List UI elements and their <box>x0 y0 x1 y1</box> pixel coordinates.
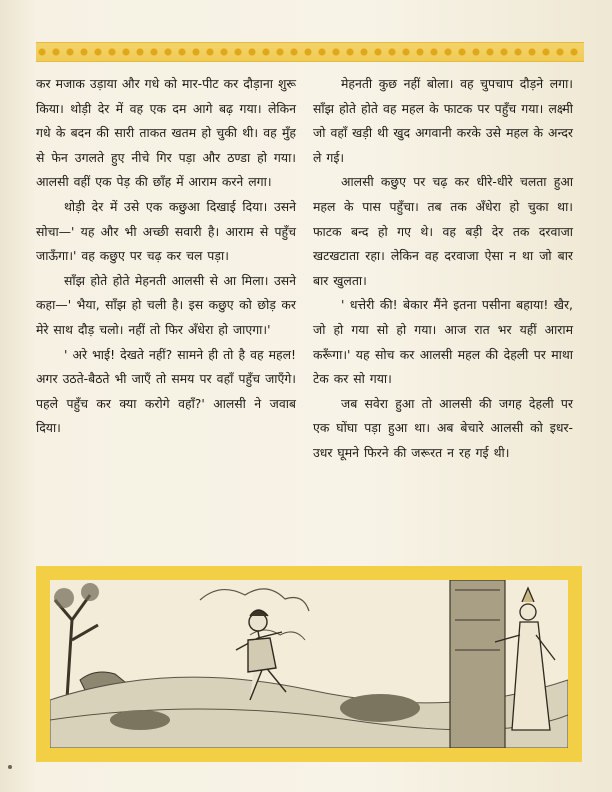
staple-mark <box>8 765 12 769</box>
paragraph: आलसी कछुए पर चढ़ कर धीरे-धीरे चलता हुआ महल के पास पहुँचा। तब तक अँधेरा हो चुका था। फाटक बन्द हो गए थे। वह बड़ी देर तक दरवाजा खटखटाता रहा। लेकिन वह दरवाजा ऐसा न था जो बार बार खुलता। <box>313 174 573 288</box>
right-text-column <box>313 72 573 466</box>
story-illustration <box>36 566 582 762</box>
left-text-column <box>36 72 296 441</box>
paragraph: कर मजाक उड़ाया और गधे को मार-पीट कर दौड़ाना शुरू किया। थोड़ी देर में वह एक दम आगे बढ़ गया। लेकिन गधे के बदन की सारी ताकत खतम हो चुकी थी। वह मुँह से फेन उगलते हुए नीचे गिर पड़ा और ठण्डा हो गया। आलसी वहीं एक पेड़ की छाँह में आराम करने लगा। <box>36 76 296 190</box>
bush-icon <box>340 694 420 722</box>
paragraph: साँझ होते होते मेहनती आलसी से आ मिला। उसने कहा—' भैया, साँझ हो चली है। इस कछुए को छोड़ कर मेरे साथ दौड़ चलो। नहीं तो फिर अँधेरा हो जाएगा।' <box>36 272 296 337</box>
paragraph: जब सवेरा हुआ तो आलसी की जगह देहली पर एक घोंघा पड़ा हुआ था। अब बेचारे आलसी को इधर-उधर घूमने फिरने की जरूरत न रह गई थी। <box>313 395 573 460</box>
paragraph: थोड़ी देर में उसे एक कछुआ दिखाई दिया। उसने सोचा—' यह और भी अच्छी सवारी है। आराम से पहुँच जाऊँगा।' वह कछुए पर चढ़ कर चल पड़ा। <box>36 198 296 264</box>
illustration-drawing <box>50 580 568 748</box>
bush-icon <box>110 710 170 730</box>
paragraph: ' अरे भाई! देखते नहीं? सामने ही तो है वह महल! अगर उठते-बैठते भी जाएँ तो समय पर वहाँ पहुँच जाएँगे। पहले पहुँच कर क्या करोगे वहाँ?' आलसी ने जवाब दिया। <box>36 346 296 436</box>
paragraph: मेहनती कुछ नहीं बोला। वह चुपचाप दौड़ने लगा। साँझ होते होते वह महल के फाटक पर पहुँच गया। लक्ष्मी जो वहाँ खड़ी थी खुद अगवानी करके उसे महल के अन्दर ले गई। <box>313 76 573 165</box>
palace-door <box>450 580 505 748</box>
paragraph: ' धत्तेरी की! बेकार मैंने इतना पसीना बहाया! खैर, जो हो गया सो हो गया। आज रात भर यहीं आराम करूँगा।' यह सोच कर आलसी महल की देहली पर माथा टेक कर सो गया। <box>313 297 573 387</box>
decorative-border-band <box>36 42 584 62</box>
